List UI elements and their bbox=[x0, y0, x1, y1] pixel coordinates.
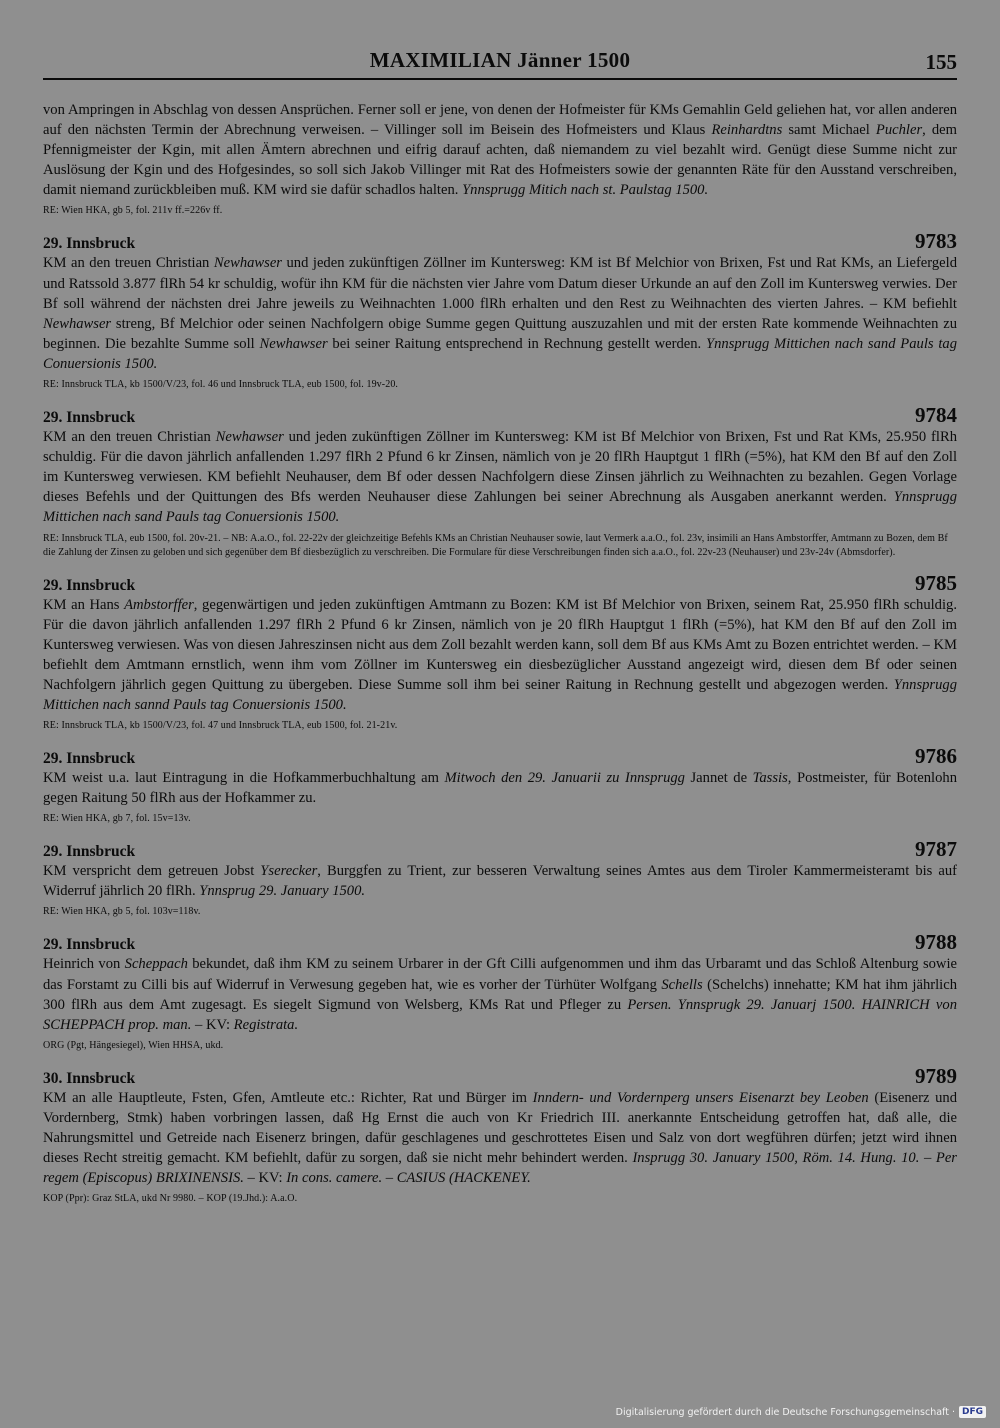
entry-text bbox=[43, 861, 957, 901]
entry-source: RE: Wien HKA, gb 5, fol. 103v=118v. bbox=[43, 906, 201, 918]
entry-number: 9785 bbox=[915, 570, 957, 595]
text-run: bei seiner Raitung entsprechend in Rechnung gestellt werden. bbox=[327, 335, 706, 352]
text-run: KM an alle Hauptleute, Fsten, Gfen, Amtleute etc.: Richter, Rat und Bürger im bbox=[43, 1089, 533, 1106]
text-run: bekundet, daß ihm KM zu seinem Urbarer in der Gft Cilli aufgenommen und ihm das Urbaramt und das Schloß Altenburg sowie das Forstamt zu Cilli bis auf Widerruf in Verwesung gegeben hat, wie es vorher der Türhüter Wolfgang bbox=[43, 956, 957, 993]
text-run: Heinrich von bbox=[43, 956, 125, 973]
entry-number: 9784 bbox=[915, 403, 957, 428]
text-run: – KV: bbox=[191, 1016, 234, 1033]
entry-date: 29. Innsbruck bbox=[43, 235, 136, 253]
text-run: KM verspricht dem getreuen Jobst bbox=[43, 863, 261, 880]
text-run: , Burggfen zu Trient, zur besseren Verwaltung seines Amtes aus dem Tiroler Kammermeisteramt bis auf Widerruf jährlich 20 flRh. bbox=[43, 863, 957, 900]
text-run: KM an den treuen Christian bbox=[43, 255, 214, 272]
entry-number: 9787 bbox=[915, 837, 957, 862]
text-run: KM an Hans bbox=[43, 596, 125, 613]
text-run: (Eisenerz und Vordernberg, Stmk) haben vorbringen lassen, daß Hg Ernst die auch von Kr Friedrich III. anerkannte Entscheidung getroffen hat, daß alle, die Nahrungsmittel und Getreide nach Eisenerz bringen, dafür geschlagenes und geschrottetes Eisen und Salz von dort wegführen dürfen; jetzt wird ihnen dieses Recht streitig gemacht. KM befiehlt, dafür zu sorgen, daß sie nicht mehr behindert werden. bbox=[43, 1089, 957, 1167]
document-page bbox=[43, 44, 957, 1206]
intro-source: RE: Wien HKA, gb 5, fol. 211v ff.=226v ff. bbox=[43, 205, 223, 217]
italic-text: Insprugg 30. January 1500, Röm. 14. Hung. 10. – Per regem (Episcopus) BRIXINENSIS. bbox=[43, 1150, 957, 1187]
entry-text bbox=[43, 253, 957, 374]
entry-header bbox=[43, 231, 957, 253]
entry-date: 29. Innsbruck bbox=[43, 750, 136, 768]
italic-text: Ynnsprugg Mittichen nach sand Pauls tag Conuersionis 1500. bbox=[43, 489, 957, 526]
italic-text: Mitwoch den 29. Januarii zu Innsprugg bbox=[444, 770, 685, 787]
entry-header bbox=[43, 405, 957, 427]
italic-text: Ynnsprug 29. January 1500. bbox=[199, 883, 366, 900]
italic-text: Ynnsprugg Mittichen nach sannd Pauls tag Conuersionis 1500. bbox=[43, 676, 957, 713]
entry-header bbox=[43, 1063, 957, 1088]
italic-text: Inndern- und Vordernperg unsers Eisenarzt bey Leoben bbox=[532, 1089, 869, 1106]
entry-number: 9783 bbox=[915, 229, 957, 254]
italic-text: Registrata. bbox=[233, 1016, 299, 1033]
entry-number: 9789 bbox=[915, 1063, 957, 1088]
entry-header bbox=[43, 839, 957, 861]
italic-text: Newhawser bbox=[213, 255, 282, 272]
italic-text: Tassis bbox=[752, 770, 788, 787]
text-run: und jeden zukünftigen Zöllner im Kuntersweg: KM ist Bf Melchior von Brixen, Fst und Rat KMs, an Liefergeld und Ratssold 3.877 flRh 54 kr schuldig, wofür ihn KM für die nächsten vier Jahre vom Datum dieser Urkunde an auf den Zoll im Kuntersweg verwies. Der Bf soll während der nächsten drei Jahre jeweils zu Weihnachten 1.000 flRh erhalten und den Rest zu Weihnachten des vierten Jahres. – KM befiehlt bbox=[43, 255, 957, 312]
document-entry bbox=[43, 570, 957, 734]
text-run: , Postmeister, für Botenlohn gegen Raitung 50 flRh aus der Hofkammer zu. bbox=[43, 770, 957, 807]
digitization-footer bbox=[616, 1406, 986, 1418]
entry-date: 29. Innsbruck bbox=[43, 409, 136, 427]
entry-source: RE: Innsbruck TLA, eub 1500, fol. 20v-21. – NB: A.a.O., fol. 22-22v der gleichzeitige Befehls KMs an Christian Neuhauser sowie, laut Vermerk a.a.O., fol. 23v, insimili an Hans Ambstorffer, Amtmann zu Bozen, dem Bf die Zahlung der Zinsen zu geloben und sich gegenüber dem Bf diesbezüglich zu verschreiben. Die Formulare für diese Verschreibungen finden sich a.a.O., fol. 22v-23 (Neuhauser) und 23v-24v (Abmsdorfer). bbox=[43, 532, 948, 558]
italic-text: Reinhardtns bbox=[711, 122, 783, 139]
entry-source: RE: Wien HKA, gb 7, fol. 15v=13v. bbox=[43, 813, 191, 825]
entry-number: 9788 bbox=[915, 930, 957, 955]
document-entry bbox=[43, 839, 957, 919]
italic-text: Newhawser bbox=[259, 335, 328, 352]
running-title: MAXIMILIAN Jänner 1500 bbox=[369, 48, 631, 72]
dfg-logo-icon: DFG bbox=[959, 1406, 986, 1418]
entry-date: 29. Innsbruck bbox=[43, 576, 136, 594]
entry-number: 9786 bbox=[915, 744, 957, 769]
text-run: streng, Bf Melchior oder seinen Nachfolgern obige Summe gegen Quittung auszuzahlen und mit der ersten Rate kommende Weihnachten zu beginnen. Die bezahlte Summe soll bbox=[43, 315, 957, 352]
text-run: und jeden zukünftigen Zöllner im Kuntersweg: KM ist Bf Melchior von Brixen, Fst und Rat KMs, 25.950 flRh schuldig. Für die davon jährlich anfallenden 1.297 flRh 2 Pfund 6 kr Zinsen, nämlich von je 20 flRh Hauptgut 1 flRh (=5%), hat KM den Bf auf den Zoll im Kuntersweg verwiesen. KM befiehlt Neuhauser, dem Bf oder dessen Nachfolgern diese Zinsen jährlich zu Weihnachten zu bezahlen. Gegen Vorlage dieses Befehls und der Quittungen des Bfs werden Neuhauser diese Zahlungen bei seiner Abrechnung als Ausgaben anerkannt werden. bbox=[43, 429, 957, 506]
italic-text: Persen. Ynnsprugk 29. Januarj 1500. HAINRICH von SCHEPPACH prop. man. bbox=[43, 996, 957, 1033]
italic-text: Ynnsprugg Mittichen nach sand Pauls tag Conuersionis 1500. bbox=[43, 335, 957, 372]
text-run: (Schelchs) innehatte; KM hat ihm jährlich 300 flRh aus dem Amt zugesagt. Es siegelt Sigmund von Welsberg, KMs Rat und Pfleger zu bbox=[43, 976, 957, 1013]
entry-header bbox=[43, 570, 957, 595]
text-run: KM weist u.a. laut Eintragung in die Hofkammerbuchhaltung am bbox=[43, 770, 445, 787]
entry-header bbox=[43, 746, 957, 768]
entries-list bbox=[43, 231, 957, 1206]
italic-text: Newhawser bbox=[43, 315, 112, 332]
entry-text bbox=[43, 768, 957, 808]
document-entry bbox=[43, 405, 957, 559]
italic-text: Ynnsprugg Mitich nach st. Paulstag 1500. bbox=[462, 182, 709, 199]
page-header bbox=[43, 44, 957, 80]
entry-text bbox=[43, 1088, 957, 1188]
italic-text: In cons. camere. – CASIUS (HACKENEY. bbox=[286, 1170, 531, 1187]
text-run: KM an den treuen Christian bbox=[43, 429, 216, 446]
document-entry bbox=[43, 746, 957, 826]
intro-section bbox=[43, 100, 957, 218]
text-run: , dem Pfennigmeister der Kgin, mit allen Ämtern abrechnen und eifrig darauf achten, daß niemandem zu viel bezahlt wird. Genügt diese Summe nicht zur Auslösung der Kgin und des Hofgesindes, so soll sich Jakob Villinger mit Rat des Hofmeisters sowie der genannten Räte für den Ausstand verschreiben, damit niemand zurückbleiben muß. KM wird sie dafür schadlos halten. bbox=[43, 122, 957, 199]
entry-text bbox=[43, 954, 957, 1034]
entry-date: 29. Innsbruck bbox=[43, 936, 136, 954]
footer-text: Digitalisierung gefördert durch die Deutsche Forschungsgemeinschaft · bbox=[615, 1406, 955, 1418]
page-number: 155 bbox=[925, 50, 957, 74]
entry-text bbox=[43, 595, 957, 716]
entry-date: 29. Innsbruck bbox=[43, 843, 136, 861]
document-entry bbox=[43, 932, 957, 1052]
italic-text: Scheppach bbox=[124, 956, 188, 973]
text-run: von Ampringen in Abschlag von dessen Ansprüchen. Ferner soll er jene, von denen der Hofmeister für KMs Gemahlin Geld geliehen hat, vor allen anderen auf den nächsten Termin der Abrechnung verweisen. – Villinger soll im Beisein des Hofmeisters und Klaus bbox=[43, 102, 957, 139]
intro-paragraph bbox=[43, 100, 957, 200]
document-entry bbox=[43, 231, 957, 392]
text-run: , gegenwärtigen und jeden zukünftigen Amtmann zu Bozen: KM ist Bf Melchior von Brixen, seinem Rat, 25.950 flRh schuldig. Für die davon jährlich anfallenden 1.297 flRh 2 Pfund 6 kr Zinsen, nämlich von je 20 flRh Hauptgut 1 flRh (=5%), hat KM den Bf auf den Zoll im Kuntersweg verwiesen. Was von diesen Jahreszinsen nicht aus dem Zoll bezahlt werden kann, soll dem Bf aus KMs Amt zu Bozen entrichtet werden. – KM befiehlt dem Amtmann ernstlich, wenn ihm vom Zöllner im Kuntersweg ein diesbezüglicher Ausstand angezeigt wird, diesen dem Bf oder seinen Nachfolgern jährlich gegen Quittung zu übergeben. Diese Summe soll ihm bei seiner Raitung in Rechnung gestellt und abgezogen werden. bbox=[43, 596, 957, 693]
italic-text: Yserecker bbox=[260, 863, 318, 880]
entry-text bbox=[43, 427, 957, 527]
entry-source: RE: Innsbruck TLA, kb 1500/V/23, fol. 46 und Innsbruck TLA, eub 1500, fol. 19v-20. bbox=[43, 379, 399, 391]
text-run: Jannet de bbox=[684, 770, 753, 787]
entry-header bbox=[43, 932, 957, 954]
entry-date: 30. Innsbruck bbox=[43, 1069, 136, 1087]
italic-text: Ambstorffer bbox=[124, 596, 194, 613]
text-run: – KV: bbox=[243, 1170, 287, 1187]
italic-text: Newhawser bbox=[215, 429, 284, 446]
entry-source: ORG (Pgt, Hängesiegel), Wien HHSA, ukd. bbox=[43, 1039, 224, 1051]
italic-text: Schells bbox=[661, 976, 703, 993]
italic-text: Puchler bbox=[875, 122, 923, 139]
entry-source: KOP (Ppr): Graz StLA, ukd Nr 9980. – KOP (19.Jhd.): A.a.O. bbox=[43, 1193, 298, 1205]
document-entry bbox=[43, 1063, 957, 1206]
entry-source: RE: Innsbruck TLA, kb 1500/V/23, fol. 47 und Innsbruck TLA, eub 1500, fol. 21-21v. bbox=[43, 720, 398, 732]
text-run: samt Michael bbox=[782, 122, 876, 139]
